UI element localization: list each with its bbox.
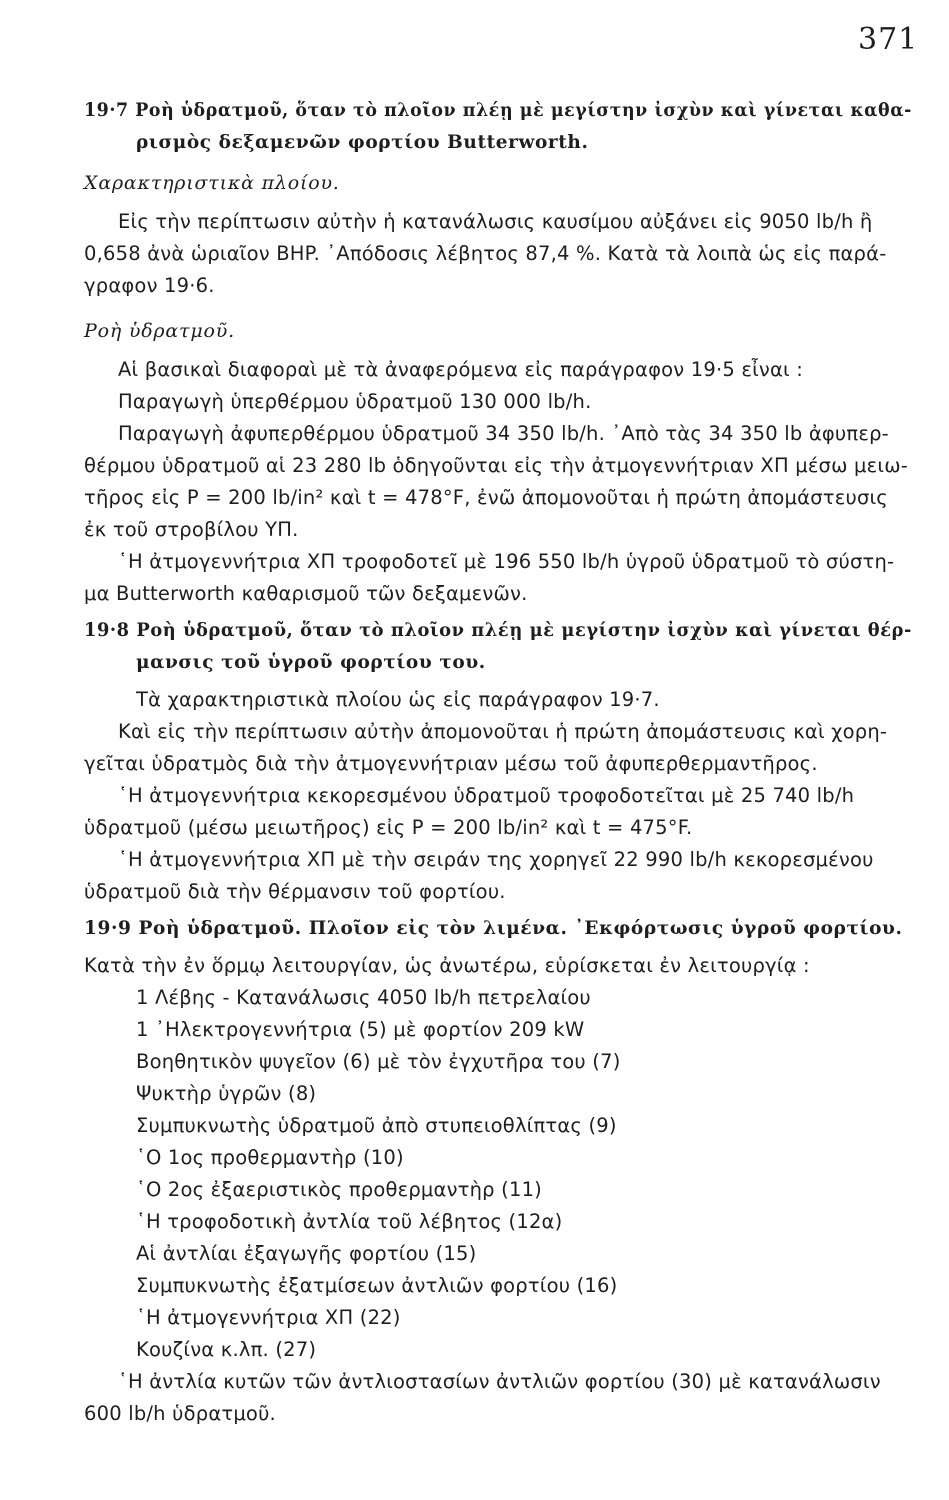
text-line: ῾Η τροφοδοτικὴ ἀντλία τοῦ λέβητος (12α) (136, 1210, 563, 1233)
text-line: Εἰς τὴν περίπτωσιν αὐτὴν ἡ κατανάλωσις καυσίμου αὐξάνει εἰς 9050 lb/h ἢ (118, 210, 873, 233)
section-heading-line: 19·8 Ροὴ ὑδρατμοῦ, ὅταν τὸ πλοῖον πλέῃ μὲ μεγίστην ἰσχὺν καὶ γίνεται θέρ- (84, 620, 912, 641)
section-heading-line: μανσις τοῦ ὑγροῦ φορτίου του. (136, 652, 486, 673)
section-heading-line: ρισμὸς δεξαμενῶν φορτίου Butterworth. (136, 132, 589, 153)
text-line: ῾Η ἀτμογεννήτρια ΧΠ (22) (136, 1306, 401, 1329)
text-line: Βοηθητικὸν ψυγεῖον (6) μὲ τὸν ἐγχυτῆρα του (7) (136, 1050, 621, 1073)
text-line: 1 ᾿Ηλεκτρογεννήτρια (5) μὲ φορτίον 209 kW (136, 1018, 585, 1041)
page-number: 371 (858, 22, 919, 57)
subheading-line: Ροὴ ὑδρατμοῦ. (84, 320, 235, 342)
text-line: Παραγωγὴ ἀφυπερθέρμου ὑδρατμοῦ 34 350 lb/h. ᾿Απὸ τὰς 34 350 lb ἀφυπερ- (118, 422, 889, 445)
subheading-line: Χαρακτηριστικὰ πλοίου. (84, 172, 340, 194)
text-line: γεῖται ὑδρατμὸς διὰ τὴν ἀτμογεννήτριαν μέσω τοῦ ἀφυπερθερμαντῆρος. (84, 752, 818, 775)
section-heading-line: 19·9 Ροὴ ὑδρατμοῦ. Πλοῖον εἰς τὸν λιμένα. ᾿Εκφόρτωσις ὑγροῦ φορτίου. (84, 918, 903, 939)
text-line: ὑδρατμοῦ (μέσω μειωτῆρος) εἰς P = 200 lb/in² καὶ t = 475°F. (84, 816, 693, 839)
text-line: ῾Ο 2ος ἐξαεριστικὸς προθερμαντὴρ (11) (136, 1178, 542, 1201)
text-line: ῾Η ἀτμογεννήτρια ΧΠ τροφοδοτεῖ μὲ 196 550 lb/h ὑγροῦ ὑδρατμοῦ τὸ σύστη- (118, 550, 895, 573)
text-line: μα Butterworth καθαρισμοῦ τῶν δεξαμενῶν. (84, 582, 528, 605)
text-line: ῾Ο 1ος προθερμαντὴρ (10) (136, 1146, 404, 1169)
text-line: Αἱ ἀντλίαι ἐξαγωγῆς φορτίου (15) (136, 1242, 477, 1265)
text-line: Καὶ εἰς τὴν περίπτωσιν αὐτὴν ἀπομονοῦται ἡ πρώτη ἀπομάστευσις καὶ χορη- (118, 720, 888, 743)
text-line: ὑδρατμοῦ διὰ τὴν θέρμανσιν τοῦ φορτίου. (84, 880, 506, 903)
text-line: Τὰ χαρακτηριστικὰ πλοίου ὡς εἰς παράγραφον 19·7. (136, 688, 660, 711)
text-line: 600 lb/h ὑδρατμοῦ. (84, 1402, 276, 1425)
text-line: Συμπυκνωτὴς ἐξατμίσεων ἀντλιῶν φορτίου (16) (136, 1274, 618, 1297)
text-line: Ψυκτὴρ ὑγρῶν (8) (136, 1082, 317, 1105)
text-line: Κουζίνα κ.λπ. (27) (136, 1338, 317, 1361)
text-line: Αἱ βασικαὶ διαφοραὶ μὲ τὰ ἀναφερόμενα εἰς παράγραφον 19·5 εἶναι : (118, 358, 804, 381)
text-line: Συμπυκνωτὴς ὑδρατμοῦ ἀπὸ στυπειοθλίπτας (9) (136, 1114, 617, 1137)
text-line: ῾Η ἀτμογεννήτρια ΧΠ μὲ τὴν σειράν της χορηγεῖ 22 990 lb/h κεκορεσμένου (118, 848, 874, 871)
section-heading-line: 19·7 Ροὴ ὑδρατμοῦ, ὅταν τὸ πλοῖον πλέῃ μὲ μεγίστην ἰσχὺν καὶ γίνεται καθα- (84, 100, 912, 121)
text-line: ῾Η ἀντλία κυτῶν τῶν ἀντλιοστασίων ἀντλιῶν φορτίου (30) μὲ κατανάλωσιν (118, 1370, 881, 1393)
text-line: Κατὰ τὴν ἐν ὅρμῳ λειτουργίαν, ὡς ἀνωτέρω, εὑρίσκεται ἐν λειτουργίᾳ : (84, 954, 810, 977)
text-line: τῆρος εἰς P = 200 lb/in² καὶ t = 478°F, ἐνῶ ἀπομονοῦται ἡ πρώτη ἀπομάστευσις (84, 486, 888, 509)
text-line: γραφον 19·6. (84, 274, 215, 297)
text-line: Παραγωγὴ ὑπερθέρμου ὑδρατμοῦ 130 000 lb/h. (118, 390, 592, 413)
text-line: 0,658 ἀνὰ ὡριαῖον BHP. ᾿Απόδοσις λέβητος 87,4 %. Κατὰ τὰ λοιπὰ ὡς εἰς παρά- (84, 242, 887, 265)
text-line: θέρμου ὑδρατμοῦ αἱ 23 280 lb ὁδηγοῦνται εἰς τὴν ἀτμογεννήτριαν ΧΠ μέσω μειω- (84, 454, 908, 477)
text-line: ῾Η ἀτμογεννήτρια κεκορεσμένου ὑδρατμοῦ τροφοδοτεῖται μὲ 25 740 lb/h (118, 784, 855, 807)
text-line: 1 Λέβης - Κατανάλωσις 4050 lb/h πετρελαίου (136, 986, 591, 1009)
text-line: ἐκ τοῦ στροβίλου ΥΠ. (84, 518, 299, 541)
